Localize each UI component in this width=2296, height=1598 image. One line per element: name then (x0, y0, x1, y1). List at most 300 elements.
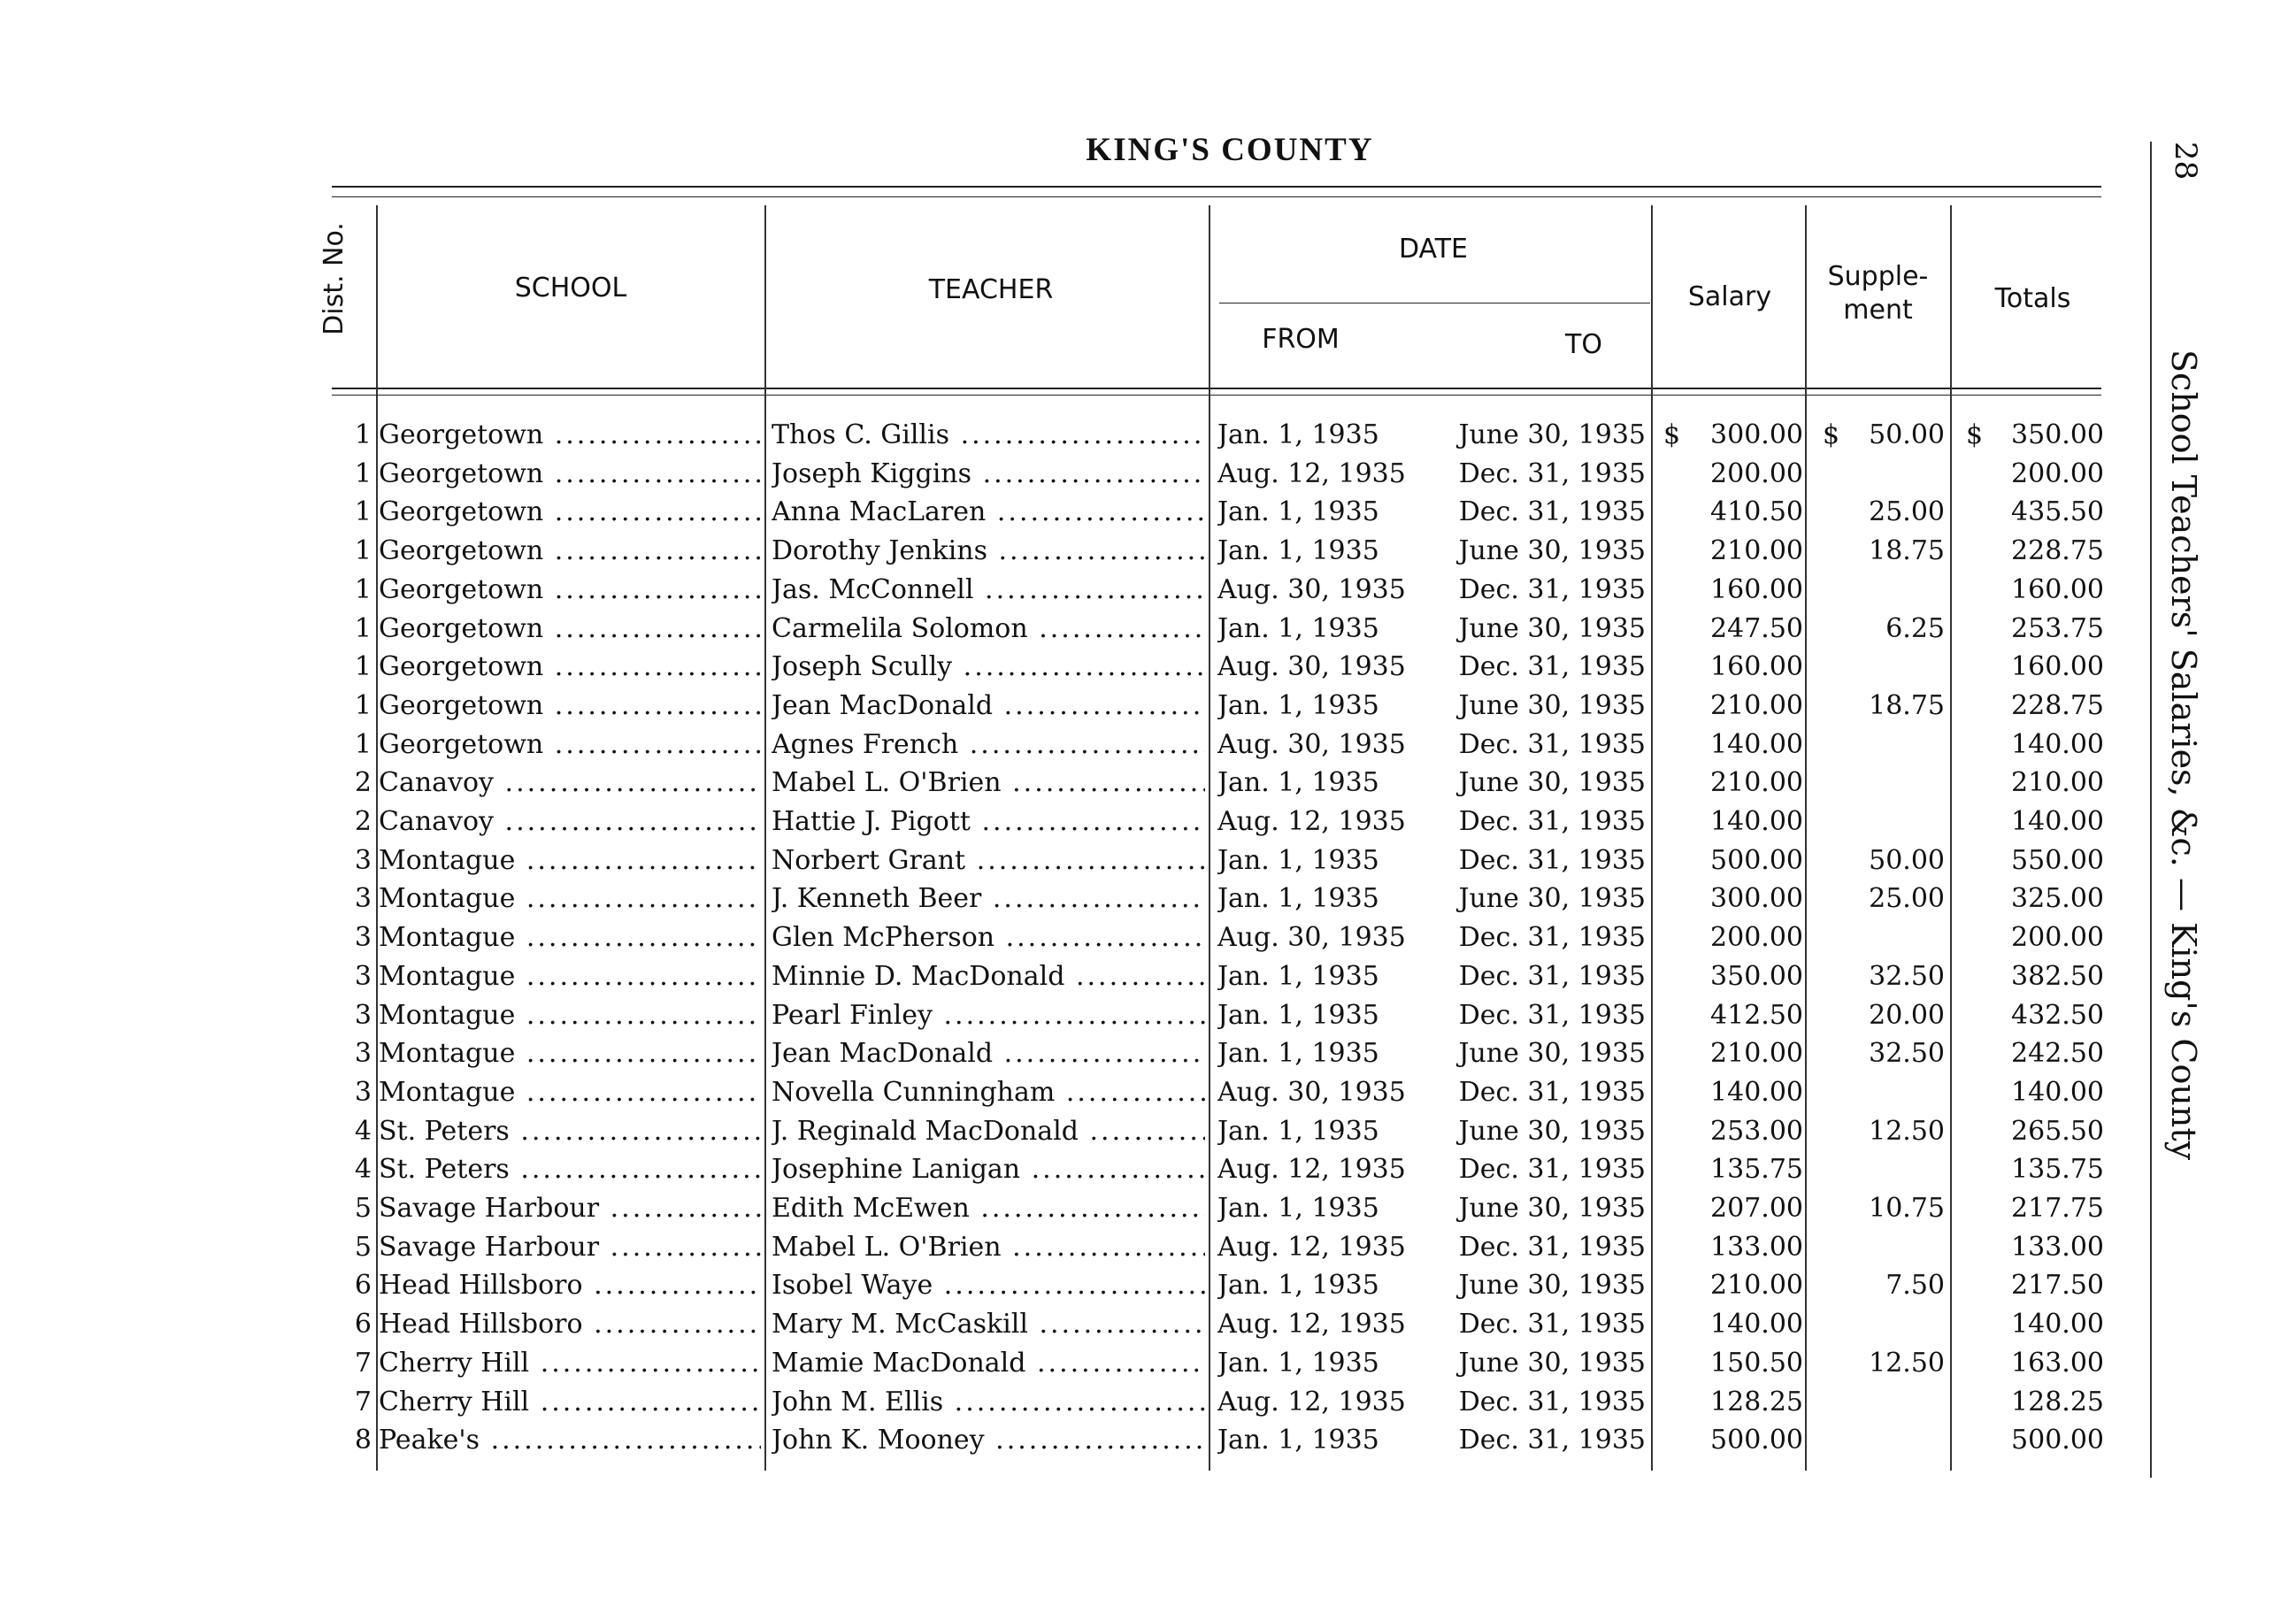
school-cell (379, 610, 761, 649)
date-from-cell-text: Jan. 1, 1935 (1217, 612, 1379, 644)
school-cell-text: Georgetown ..... (379, 726, 761, 764)
school-cell-text: Montague ..... (379, 996, 761, 1035)
date-to-cell-text: Dec. 31, 1935 (1458, 1425, 1646, 1456)
school-cell (379, 648, 761, 687)
dist-no-cell-text: 6 (354, 1270, 372, 1302)
date-from-cell (1217, 1344, 1447, 1383)
teacher-cell-text: John M. Ellis ..... (772, 1383, 1205, 1422)
dist-no-cell-text: 1 (354, 728, 372, 760)
salary-cell (1663, 880, 1803, 918)
total-cell (1957, 1034, 2104, 1073)
school-cell-text: Montague ..... (379, 880, 761, 918)
teacher-cell (772, 1421, 1205, 1460)
teacher-cell (772, 918, 1205, 957)
salary-cell-text: 128.25 (1710, 1386, 1803, 1417)
school-cell (379, 1344, 761, 1383)
salary-cell (1663, 648, 1803, 687)
supplement-header (1805, 260, 1951, 327)
supplement-header-line2: ment (1843, 295, 1913, 326)
dist-no-cell-text: 3 (354, 844, 372, 876)
dist-no-cell-text: 2 (354, 767, 372, 799)
teacher-cell-text: Anna MacLaren ..... (772, 493, 1205, 532)
dist-no-cell-text: 1 (354, 535, 372, 567)
dist-no-cell-text: 7 (354, 1347, 372, 1379)
date-from-cell-text: Jan. 1, 1935 (1217, 496, 1379, 528)
supplement-cell-text: 10.75 (1869, 1193, 1945, 1224)
salary-cell-text: 140.00 (1710, 728, 1803, 760)
total-cell (1957, 764, 2104, 803)
school-cell (379, 455, 761, 494)
table-row (0, 687, 2296, 726)
date-to-cell (1433, 687, 1646, 726)
teacher-cell (772, 1383, 1205, 1422)
table-row (0, 1073, 2296, 1112)
salary-cell-text: 160.00 (1710, 651, 1803, 683)
supplement-cell (1814, 996, 1945, 1035)
salary-cell (1663, 996, 1803, 1035)
total-cell-text: 160.00 (2011, 573, 2104, 605)
total-cell-text: 432.50 (2011, 999, 2104, 1031)
supplement-cell-text: 32.50 (1869, 1038, 1945, 1070)
teacher-cell-text: Norbert Grant ..... (772, 841, 1205, 880)
teacher-cell (772, 996, 1205, 1035)
date-from-cell-text: Jan. 1, 1935 (1217, 1193, 1379, 1224)
date-to-cell-text: June 30, 1935 (1458, 1270, 1646, 1302)
date-from-cell (1217, 1112, 1447, 1151)
date-from-cell-text: Jan. 1, 1935 (1217, 999, 1379, 1031)
dist-no-cell (336, 918, 372, 957)
date-to-cell (1433, 416, 1646, 455)
dist-no-cell-text: 1 (354, 457, 372, 489)
school-cell-text: St. Peters ..... (379, 1150, 761, 1189)
total-cell-text: 550.00 (2011, 844, 2104, 876)
date-from-cell-text: Aug. 12, 1935 (1217, 1154, 1406, 1186)
header-bottom-rule-2 (332, 395, 2101, 396)
total-dollar-sign: $ (1966, 419, 1984, 450)
dist-no-cell (336, 841, 372, 880)
dist-no-cell-text: 5 (354, 1193, 372, 1224)
salary-cell-text: 140.00 (1710, 806, 1803, 837)
teacher-cell (772, 532, 1205, 571)
teacher-cell (772, 1034, 1205, 1073)
dist-no-cell-text: 1 (354, 573, 372, 605)
dist-no-cell (336, 416, 372, 455)
salary-cell-text: 410.50 (1710, 496, 1803, 528)
dist-no-cell (336, 1344, 372, 1383)
supplement-cell (1814, 1344, 1945, 1383)
school-cell (379, 1421, 761, 1460)
supplement-cell-text: 25.00 (1869, 883, 1945, 915)
salary-cell (1663, 764, 1803, 803)
teacher-cell-text: Edith McEwen ..... (772, 1189, 1205, 1228)
supplement-cell (1814, 532, 1945, 571)
dist-no-cell-text: 1 (354, 496, 372, 528)
salary-cell (1663, 918, 1803, 957)
school-cell (379, 1383, 761, 1422)
school-cell-text: Peake's ..... (379, 1421, 761, 1460)
total-cell (1957, 726, 2104, 764)
table-row (0, 764, 2296, 803)
salary-cell-text: 412.50 (1710, 999, 1803, 1031)
table-row (0, 532, 2296, 571)
dist-no-cell (336, 1421, 372, 1460)
date-from-cell-text: Jan. 1, 1935 (1217, 535, 1379, 567)
date-to-cell (1433, 1266, 1646, 1305)
table-row (0, 1383, 2296, 1422)
salary-cell (1663, 455, 1803, 494)
date-from-cell-text: Jan. 1, 1935 (1217, 1270, 1379, 1302)
date-from-cell-text: Jan. 1, 1935 (1217, 844, 1379, 876)
date-from-cell (1217, 571, 1447, 610)
dist-no-cell (336, 764, 372, 803)
date-to-cell-text: Dec. 31, 1935 (1458, 457, 1646, 489)
teacher-cell (772, 764, 1205, 803)
total-cell (1957, 687, 2104, 726)
dist-no-cell-text: 1 (354, 612, 372, 644)
date-to-cell (1433, 455, 1646, 494)
school-cell-text: Georgetown ..... (379, 687, 761, 726)
teacher-cell-text: Minnie D. MacDonald ..... (772, 957, 1205, 996)
date-from-cell-text: Aug. 30, 1935 (1217, 651, 1406, 683)
date-to-cell-text: June 30, 1935 (1458, 689, 1646, 721)
teacher-cell (772, 1228, 1205, 1267)
school-cell (379, 1266, 761, 1305)
table-row (0, 1150, 2296, 1189)
date-to-cell-text: June 30, 1935 (1458, 612, 1646, 644)
table-row (0, 1034, 2296, 1073)
teacher-cell (772, 610, 1205, 649)
salary-cell-text: 210.00 (1710, 1270, 1803, 1302)
date-from-cell (1217, 996, 1447, 1035)
school-cell-text: Savage Harbour ..... (379, 1228, 761, 1267)
table-row (0, 493, 2296, 532)
dist-no-cell-text: 4 (354, 1154, 372, 1186)
date-from-cell (1217, 726, 1447, 764)
date-from-cell-text: Aug. 12, 1935 (1217, 457, 1406, 489)
total-cell (1957, 493, 2104, 532)
school-cell (379, 532, 761, 571)
dist-no-cell-text: 3 (354, 960, 372, 992)
date-from-cell (1217, 687, 1447, 726)
school-cell-text: Georgetown ..... (379, 493, 761, 532)
total-cell (1957, 1344, 2104, 1383)
supplement-cell-text: 20.00 (1869, 999, 1945, 1031)
total-cell-text: 128.25 (2011, 1386, 2104, 1417)
supplement-cell (1814, 841, 1945, 880)
teacher-cell (772, 1073, 1205, 1112)
supplement-cell (1814, 687, 1945, 726)
dist-no-cell (336, 687, 372, 726)
date-from-cell (1217, 493, 1447, 532)
school-cell-text: Montague ..... (379, 841, 761, 880)
teacher-cell-text: Mabel L. O'Brien ..... (772, 1228, 1205, 1267)
school-cell (379, 1112, 761, 1151)
table-row (0, 1112, 2296, 1151)
date-to-cell (1433, 996, 1646, 1035)
school-cell (379, 1073, 761, 1112)
teacher-cell-text: John K. Mooney ..... (772, 1421, 1205, 1460)
page-number: 28 (2168, 142, 2203, 181)
teacher-header: TEACHER (928, 274, 1054, 305)
date-from-cell (1217, 1266, 1447, 1305)
teacher-cell (772, 1305, 1205, 1344)
table-row (0, 416, 2296, 455)
total-cell (1957, 1266, 2104, 1305)
dist-no-cell (336, 1073, 372, 1112)
date-from-cell-text: Aug. 30, 1935 (1217, 573, 1406, 605)
total-cell-text: 200.00 (2011, 457, 2104, 489)
supplement-cell (1814, 957, 1945, 996)
total-cell-text: 217.50 (2011, 1270, 2104, 1302)
date-to-cell-text: Dec. 31, 1935 (1458, 1386, 1646, 1417)
salary-cell (1663, 1073, 1803, 1112)
date-to-cell-text: June 30, 1935 (1458, 535, 1646, 567)
salary-cell-text: 133.00 (1710, 1231, 1803, 1263)
date-to-cell-text: Dec. 31, 1935 (1458, 806, 1646, 837)
teacher-cell (772, 880, 1205, 918)
total-cell (1957, 880, 2104, 918)
salary-cell-text: 210.00 (1710, 535, 1803, 567)
dist-no-cell-text: 3 (354, 1038, 372, 1070)
table-row (0, 571, 2296, 610)
teacher-cell (772, 648, 1205, 687)
total-cell-text: 217.75 (2011, 1193, 2104, 1224)
school-cell (379, 957, 761, 996)
date-to-cell (1433, 841, 1646, 880)
dist-no-cell (336, 880, 372, 918)
salary-cell (1663, 1266, 1803, 1305)
supplement-cell (1814, 880, 1945, 918)
date-to-cell (1433, 493, 1646, 532)
supplement-cell (1814, 610, 1945, 649)
dist-no-header: Dist. No. (319, 222, 349, 335)
total-cell-text: 140.00 (2011, 728, 2104, 760)
school-cell-text: Georgetown ..... (379, 610, 761, 649)
school-header: SCHOOL (514, 273, 627, 303)
teacher-cell-text: Mamie MacDonald ..... (772, 1344, 1205, 1383)
dist-no-cell (336, 1266, 372, 1305)
dist-no-cell-text: 4 (354, 1115, 372, 1147)
teacher-cell-text: Josephine Lanigan ..... (772, 1150, 1205, 1189)
dist-no-cell (336, 726, 372, 764)
teacher-cell-text: Dorothy Jenkins ..... (772, 532, 1205, 571)
total-cell-text: 140.00 (2011, 1076, 2104, 1108)
date-to-cell-text: Dec. 31, 1935 (1458, 496, 1646, 528)
school-cell (379, 571, 761, 610)
dist-no-cell-text: 7 (354, 1386, 372, 1417)
date-from-cell (1217, 841, 1447, 880)
total-cell-text: 228.75 (2011, 689, 2104, 721)
date-from-cell (1217, 532, 1447, 571)
total-cell-text: 500.00 (2011, 1425, 2104, 1456)
salary-cell-text: 300.00 (1710, 419, 1803, 450)
school-cell-text: Cherry Hill ..... (379, 1383, 761, 1422)
total-cell (1957, 1150, 2104, 1189)
supplement-cell-text: 25.00 (1869, 496, 1945, 528)
total-cell (1957, 532, 2104, 571)
date-to-cell-text: Dec. 31, 1935 (1458, 1231, 1646, 1263)
school-cell-text: Georgetown ..... (379, 571, 761, 610)
date-to-cell (1433, 880, 1646, 918)
table-row (0, 1266, 2296, 1305)
dist-no-cell-text: 3 (354, 999, 372, 1031)
date-to-cell (1433, 648, 1646, 687)
teacher-cell (772, 803, 1205, 841)
school-cell-text: Head Hillsboro ..... (379, 1305, 761, 1344)
dist-no-cell-text: 2 (354, 806, 372, 837)
total-cell (1957, 648, 2104, 687)
date-to-cell-text: Dec. 31, 1935 (1458, 922, 1646, 954)
total-cell-text: 133.00 (2011, 1231, 2104, 1263)
school-cell-text: Georgetown ..... (379, 416, 761, 455)
total-cell-text: 140.00 (2011, 1309, 2104, 1341)
total-cell (1957, 996, 2104, 1035)
salary-cell (1663, 1228, 1803, 1267)
teacher-cell (772, 1266, 1205, 1305)
date-to-cell-text: Dec. 31, 1935 (1458, 999, 1646, 1031)
date-from-cell-text: Jan. 1, 1935 (1217, 1038, 1379, 1070)
date-to-cell (1433, 1073, 1646, 1112)
school-cell-text: St. Peters ..... (379, 1112, 761, 1151)
school-cell (379, 841, 761, 880)
date-from-cell (1217, 1034, 1447, 1073)
dist-no-cell (336, 648, 372, 687)
salary-cell (1663, 1150, 1803, 1189)
teacher-cell-text: Pearl Finley ..... (772, 996, 1205, 1035)
total-cell-text: 163.00 (2011, 1347, 2104, 1379)
salary-cell-text: 135.75 (1710, 1154, 1803, 1186)
total-cell-text: 228.75 (2011, 535, 2104, 567)
table-row (0, 1305, 2296, 1344)
supplement-cell-text: 7.50 (1885, 1270, 1945, 1302)
teacher-cell (772, 1189, 1205, 1228)
date-to-cell (1433, 1383, 1646, 1422)
salary-cell (1663, 571, 1803, 610)
date-from-cell-text: Aug. 12, 1935 (1217, 1386, 1406, 1417)
school-cell-text: Cherry Hill ..... (379, 1344, 761, 1383)
date-from-cell-text: Jan. 1, 1935 (1217, 883, 1379, 915)
date-from-cell-text: Jan. 1, 1935 (1217, 419, 1379, 450)
table-row (0, 648, 2296, 687)
supplement-cell-text: 32.50 (1869, 960, 1945, 992)
date-to-cell-text: Dec. 31, 1935 (1458, 1076, 1646, 1108)
totals-header: Totals (1994, 283, 2071, 314)
supplement-cell-text: 12.50 (1869, 1115, 1945, 1147)
teacher-cell-text: Jean MacDonald ..... (772, 687, 1205, 726)
total-cell (1957, 1189, 2104, 1228)
dist-no-cell (336, 803, 372, 841)
total-cell-text: 382.50 (2011, 960, 2104, 992)
teacher-cell-text: Mary M. McCaskill ..... (772, 1305, 1205, 1344)
date-to-cell-text: June 30, 1935 (1458, 883, 1646, 915)
teacher-cell-text: Hattie J. Pigott ..... (772, 803, 1205, 841)
salary-cell (1663, 1034, 1803, 1073)
date-from-cell (1217, 880, 1447, 918)
dist-no-cell-text: 1 (354, 419, 372, 450)
date-from-cell-text: Aug. 30, 1935 (1217, 728, 1406, 760)
total-cell-text: 325.00 (2011, 883, 2104, 915)
teacher-cell (772, 1344, 1205, 1383)
running-side-title: School Teachers' Salaries, &c. — King's County (2164, 350, 2203, 1161)
date-to-cell (1433, 571, 1646, 610)
salary-cell (1663, 1421, 1803, 1460)
teacher-cell (772, 687, 1205, 726)
date-from-cell-text: Aug. 12, 1935 (1217, 806, 1406, 837)
date-to-cell-text: June 30, 1935 (1458, 1038, 1646, 1070)
teacher-cell-text: Jas. McConnell ..... (772, 571, 1205, 610)
date-from-cell-text: Aug. 30, 1935 (1217, 922, 1406, 954)
date-to-cell (1433, 918, 1646, 957)
total-cell (1957, 455, 2104, 494)
date-to-cell (1433, 610, 1646, 649)
table-row (0, 803, 2296, 841)
salary-cell (1663, 416, 1803, 455)
supplement-cell-text: 18.75 (1869, 689, 1945, 721)
school-cell-text: Montague ..... (379, 1073, 761, 1112)
salary-cell (1663, 1383, 1803, 1422)
dist-no-cell (336, 1112, 372, 1151)
teacher-cell (772, 455, 1205, 494)
salary-cell (1663, 841, 1803, 880)
total-cell-text: 200.00 (2011, 922, 2104, 954)
school-cell-text: Montague ..... (379, 957, 761, 996)
total-cell (1957, 1305, 2104, 1344)
table-row (0, 726, 2296, 764)
date-to-cell-text: Dec. 31, 1935 (1458, 1309, 1646, 1341)
salary-cell-text: 350.00 (1710, 960, 1803, 992)
salary-cell-text: 247.50 (1710, 612, 1803, 644)
date-from-cell (1217, 803, 1447, 841)
dist-no-cell (336, 532, 372, 571)
teacher-cell (772, 726, 1205, 764)
total-cell (1957, 1112, 2104, 1151)
salary-cell-text: 140.00 (1710, 1309, 1803, 1341)
table-row (0, 918, 2296, 957)
salary-cell-text: 500.00 (1710, 1425, 1803, 1456)
total-cell-text: 350.00 (2011, 419, 2104, 450)
date-from-cell (1217, 455, 1447, 494)
date-from-cell (1217, 764, 1447, 803)
salary-cell (1663, 610, 1803, 649)
school-cell-text: Georgetown ..... (379, 648, 761, 687)
total-cell (1957, 1383, 2104, 1422)
top-rule-2 (332, 196, 2101, 197)
school-cell (379, 687, 761, 726)
teacher-cell-text: Mabel L. O'Brien ..... (772, 764, 1205, 803)
school-cell (379, 1228, 761, 1267)
school-cell (379, 726, 761, 764)
total-cell-text: 265.50 (2011, 1115, 2104, 1147)
date-to-cell (1433, 1344, 1646, 1383)
date-from-cell (1217, 1150, 1447, 1189)
date-to-cell-text: June 30, 1935 (1458, 1347, 1646, 1379)
teacher-cell-text: Joseph Scully ..... (772, 648, 1205, 687)
date-to-cell (1433, 764, 1646, 803)
dist-no-cell-text: 1 (354, 651, 372, 683)
date-from-cell-text: Aug. 30, 1935 (1217, 1076, 1406, 1108)
date-to-cell-text: June 30, 1935 (1458, 1115, 1646, 1147)
date-to-cell-text: Dec. 31, 1935 (1458, 573, 1646, 605)
date-to-cell (1433, 957, 1646, 996)
date-to-cell (1433, 1034, 1646, 1073)
teacher-cell (772, 416, 1205, 455)
date-to-cell (1433, 726, 1646, 764)
date-from-cell (1217, 416, 1447, 455)
date-from-cell-text: Jan. 1, 1935 (1217, 960, 1379, 992)
teacher-cell-text: Thos C. Gillis ..... (772, 416, 1205, 455)
dist-no-cell-text: 3 (354, 1076, 372, 1108)
school-cell-text: Georgetown ..... (379, 532, 761, 571)
